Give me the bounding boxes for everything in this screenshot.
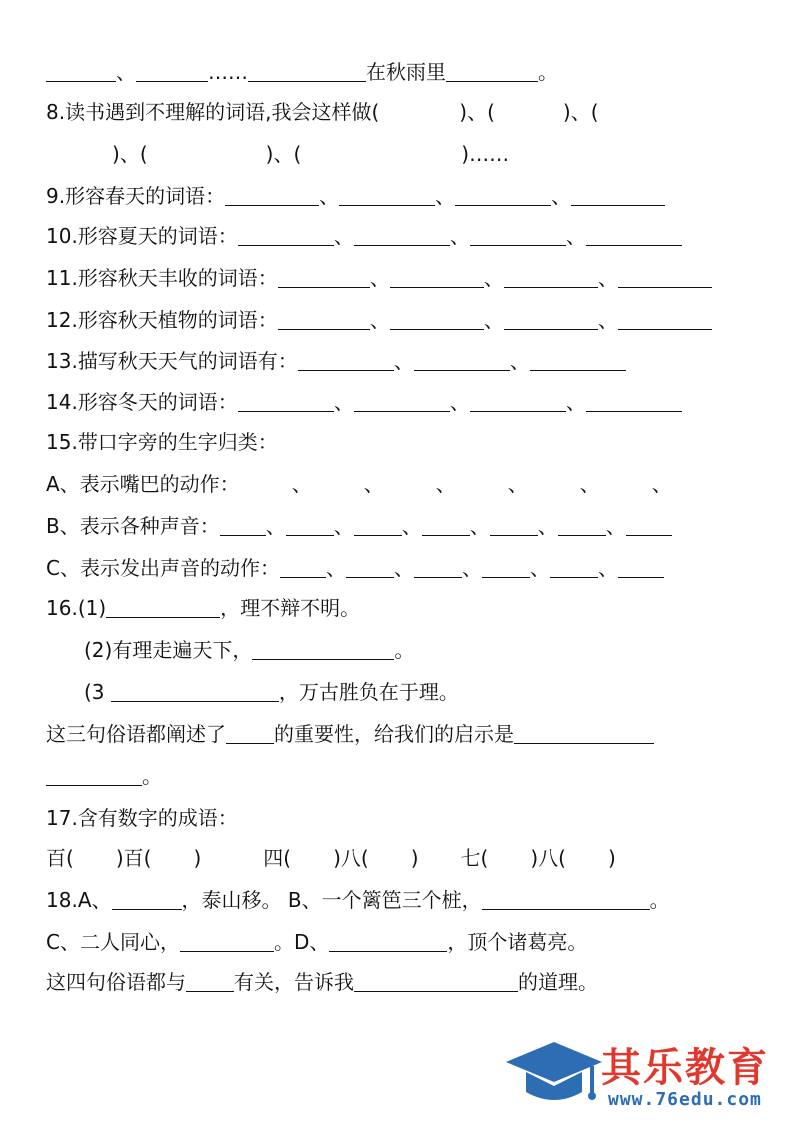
paren-close: ): [333, 846, 341, 870]
sub-mark: (1): [77, 596, 107, 620]
separator: 、: [363, 472, 384, 496]
paren-close: ): [459, 100, 468, 124]
separator: 、: [507, 472, 528, 496]
item-label: A、: [46, 472, 80, 496]
separator: 、: [565, 390, 586, 414]
text: 这四句俗语都与: [46, 970, 186, 994]
question-17: [46, 802, 753, 834]
question-text: 形容秋天植物的词语：: [77, 308, 278, 332]
graduation-cap-icon: [506, 1034, 606, 1114]
blank[interactable]: [514, 721, 654, 744]
question-number: 11.: [46, 266, 78, 290]
item-label: B、: [287, 888, 322, 912]
separator: 、: [393, 349, 414, 373]
question-16-summary: [46, 718, 753, 750]
text: 有关，告诉我: [234, 970, 354, 994]
blank[interactable]: [106, 595, 220, 618]
paren-open: (: [360, 846, 369, 870]
item-label: A、: [77, 888, 112, 912]
question-number: 17.: [46, 806, 78, 830]
period: 。: [273, 930, 294, 954]
blank[interactable]: [414, 555, 462, 578]
paren-open: (: [139, 142, 148, 166]
item-label: C、: [46, 930, 80, 954]
question-number: 14.: [46, 390, 78, 414]
question-number: 16.: [46, 596, 78, 620]
blank[interactable]: [346, 555, 394, 578]
question-text: ，万古胜负在于理。: [278, 680, 459, 704]
blank[interactable]: [354, 969, 518, 992]
question-text: 带口字旁的生字归类：: [77, 430, 278, 454]
idiom-char: 八: [340, 846, 361, 870]
blank[interactable]: [278, 265, 370, 288]
idiom-char: 百: [46, 846, 66, 870]
item-text: 一个篱笆三个桩，: [321, 888, 482, 912]
text: 的重要性，给我们的启示是: [274, 722, 514, 746]
question-15: [46, 426, 753, 458]
item-text: ，顶个诸葛亮。: [447, 930, 588, 954]
paren-open: (: [480, 846, 489, 870]
separator: 、: [319, 184, 340, 208]
question-text: 形容夏天的词语：: [77, 224, 238, 248]
separator: 、: [449, 390, 470, 414]
blank[interactable]: [238, 223, 334, 246]
item-text: 二人同心，: [79, 930, 180, 954]
separator: 、: [265, 514, 286, 538]
paren-close: ): [265, 142, 274, 166]
question-number: 8.: [46, 100, 66, 124]
paren-close: ): [115, 846, 124, 870]
separator: 、: [393, 556, 414, 580]
blank[interactable]: [422, 513, 470, 536]
brand-url[interactable]: www.76edu.com: [608, 1089, 762, 1110]
blank[interactable]: [225, 183, 319, 206]
separator: 、: [483, 308, 504, 332]
blank[interactable]: [482, 555, 530, 578]
separator: 、: [469, 514, 490, 538]
separator: 、: [116, 60, 136, 84]
separator: 、: [369, 266, 390, 290]
blank[interactable]: [446, 59, 538, 82]
paren-open: (: [590, 100, 599, 124]
separator: 、: [435, 472, 456, 496]
separator: 、: [597, 266, 618, 290]
blank[interactable]: [618, 265, 712, 288]
question-text: 含有数字的成语：: [77, 806, 238, 830]
idiom-char: 百: [123, 846, 144, 870]
blank[interactable]: [571, 183, 665, 206]
blank[interactable]: [278, 307, 370, 330]
blank[interactable]: [558, 513, 606, 536]
item-text: 表示发出声音的动作：: [79, 556, 280, 580]
paren-open: (: [371, 100, 380, 124]
separator: 、: [333, 224, 354, 248]
blank[interactable]: [482, 887, 650, 910]
separator: 、: [273, 142, 294, 166]
paren-open: (: [487, 100, 495, 124]
separator: 、: [449, 224, 470, 248]
blank[interactable]: [354, 513, 402, 536]
line-0: [46, 56, 753, 88]
idiom-char: 七: [460, 846, 481, 870]
question-10: [46, 220, 753, 252]
question-18-summary: [46, 966, 753, 998]
blank[interactable]: [626, 513, 672, 536]
blank[interactable]: [530, 348, 626, 371]
question-8: [46, 96, 753, 128]
period: 。: [142, 764, 162, 788]
blank[interactable]: [618, 555, 664, 578]
blank[interactable]: [280, 555, 326, 578]
question-12: [46, 304, 753, 336]
separator: 、: [570, 100, 591, 124]
paren-close: ): [530, 846, 539, 870]
separator: 、: [509, 349, 530, 373]
blank[interactable]: [586, 389, 682, 412]
blank[interactable]: [490, 513, 538, 536]
question-number: 18.: [46, 888, 78, 912]
brand-logo: [506, 1034, 781, 1114]
question-text: 形容冬天的词语：: [77, 390, 238, 414]
blank[interactable]: [618, 307, 712, 330]
item-text: ，泰山移。: [181, 888, 282, 912]
question-number: 9.: [46, 184, 66, 208]
paren-close: ): [193, 846, 202, 870]
blank[interactable]: [390, 265, 484, 288]
sub-mark: (2): [84, 638, 113, 662]
text: 在秋雨里: [366, 60, 446, 84]
item-text: 表示各种声音：: [79, 514, 220, 538]
separator: 、: [333, 514, 354, 538]
blank[interactable]: [329, 929, 447, 952]
blank[interactable]: [354, 223, 450, 246]
paren-open: (: [143, 846, 152, 870]
text: 这三句俗语都阐述了: [46, 722, 226, 746]
blank[interactable]: [252, 637, 394, 660]
blank[interactable]: [470, 389, 566, 412]
idiom-char: 四: [263, 846, 284, 870]
question-18-cd: [46, 926, 753, 958]
paren-open: (: [558, 846, 566, 870]
blank[interactable]: [550, 555, 598, 578]
blank[interactable]: [186, 969, 234, 992]
blank[interactable]: [339, 183, 435, 206]
blank[interactable]: [111, 679, 279, 702]
blank[interactable]: [226, 721, 274, 744]
question-11: [46, 262, 753, 294]
item-text: 表示嘴巴的动作：: [79, 472, 240, 496]
separator: 、: [551, 184, 572, 208]
text: 的道理。: [518, 970, 598, 994]
question-18: [46, 884, 753, 916]
question-text: 描写秋天天气的词语有：: [77, 349, 298, 373]
blank[interactable]: [354, 389, 450, 412]
blank[interactable]: [586, 223, 682, 246]
separator: 、: [605, 514, 626, 538]
question-14: [46, 386, 753, 418]
brand-name: 其乐教育: [601, 1045, 769, 1091]
separator: 、: [461, 556, 482, 580]
item-label: C、: [46, 556, 80, 580]
blank[interactable]: [238, 389, 334, 412]
question-text: 形容秋天丰收的词语：: [77, 266, 278, 290]
ellipsis: ……: [469, 142, 510, 166]
question-16: [46, 592, 753, 624]
paren-open: (: [293, 142, 302, 166]
paren-close: ): [410, 846, 419, 870]
idiom-char: 八: [538, 846, 559, 870]
separator: 、: [565, 224, 586, 248]
separator: 、: [483, 266, 504, 290]
question-text: 有理走遍天下，: [112, 638, 253, 662]
blank[interactable]: [470, 223, 566, 246]
period: 。: [649, 888, 670, 912]
blank[interactable]: [414, 348, 510, 371]
blank[interactable]: [46, 763, 142, 786]
blank[interactable]: [504, 307, 598, 330]
separator: 、: [529, 556, 550, 580]
separator: 、: [119, 142, 140, 166]
question-13: [46, 345, 753, 377]
separator: 、: [291, 472, 312, 496]
question-text: 形容春天的词语：: [65, 184, 226, 208]
paren-open: (: [283, 846, 292, 870]
blank[interactable]: [136, 59, 208, 82]
separator: 、: [579, 472, 600, 496]
blank[interactable]: [220, 513, 266, 536]
question-number: 10.: [46, 224, 78, 248]
blank[interactable]: [298, 348, 394, 371]
period: 。: [538, 60, 558, 84]
blank[interactable]: [248, 59, 366, 82]
item-label: B、: [46, 514, 80, 538]
separator: 、: [537, 514, 558, 538]
separator: 、: [597, 308, 618, 332]
separator: 、: [597, 556, 618, 580]
separator: 、: [651, 472, 672, 496]
question-16-summary-cont: [46, 760, 753, 792]
paren-close: ): [562, 100, 571, 124]
separator: 、: [435, 184, 456, 208]
question-15-a: [46, 468, 753, 500]
blank[interactable]: [455, 183, 551, 206]
blank[interactable]: [390, 307, 484, 330]
blank[interactable]: [504, 265, 598, 288]
question-15-c: [46, 552, 753, 584]
separator: 、: [333, 390, 354, 414]
question-15-b: [46, 510, 753, 542]
question-text: 读书遇到不理解的词语,我会这样做: [65, 100, 372, 124]
paren-open: (: [66, 846, 74, 870]
question-number: 13.: [46, 349, 78, 373]
separator: 、: [401, 514, 422, 538]
blank[interactable]: [180, 929, 274, 952]
paren-close: ): [607, 846, 616, 870]
sub-mark: (3: [84, 680, 105, 704]
question-8-continued: [46, 138, 753, 170]
question-text: ，理不辩不明。: [220, 596, 361, 620]
question-16-3: [84, 676, 753, 708]
blank[interactable]: [112, 887, 182, 910]
paren-close: ): [112, 142, 120, 166]
period: 。: [394, 638, 415, 662]
question-9: [46, 180, 753, 212]
ellipsis: ……: [208, 60, 248, 84]
question-17-idioms: [46, 842, 753, 874]
paren-close: ): [461, 142, 470, 166]
separator: 、: [325, 556, 346, 580]
question-16-2: [84, 634, 753, 666]
separator: 、: [467, 100, 488, 124]
item-label: D、: [293, 930, 330, 954]
question-number: 12.: [46, 308, 78, 332]
question-number: 15.: [46, 430, 78, 454]
blank[interactable]: [286, 513, 334, 536]
separator: 、: [369, 308, 390, 332]
blank[interactable]: [46, 59, 116, 82]
